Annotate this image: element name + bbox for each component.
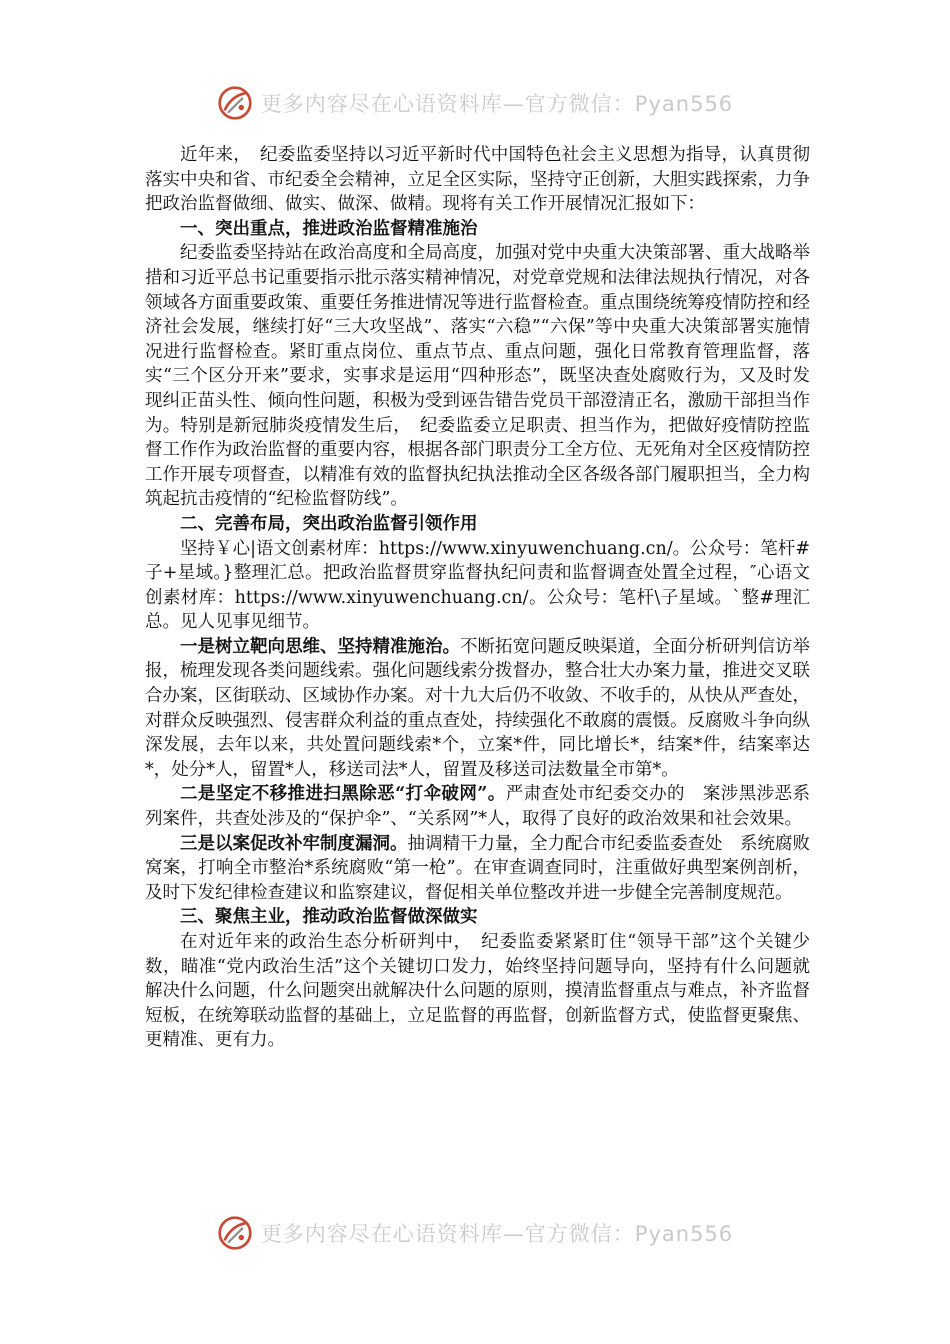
item-2-paragraph [145,782,810,831]
item-1-lead: 一是树立靶向思维、坚持精准施治。 [180,636,460,657]
item-3-body: 抽调精干力量，全力配合市纪委监委查处 系统腐败窝案，打响全市整治*系统腐败“第一枪”。在审查调查同时，注重做好典型案例剖析，及时下发纪律检查建议和监察建议，督促相关单位整改并进一步健全完善制度规范。 [145,833,810,903]
section-3-paragraph: 在对近年来的政治生态分析研判中， 纪委监委紧紧盯住“领导干部”这个关键少数，瞄准“党内政治生活”这个关键切口发力，始终坚持问题导向，坚持有什么问题就解决什么问题，什么问题突出就解决什么问题的原则，摸清监督重点与难点，补齐监督短板，在统筹联动监督的基础上，立足监督的再监督，创新监督方式，使监督更聚焦、更精准、更有力。 [145,932,810,1051]
banner-text: 更多内容尽在心语资料库—官方微信：Pyan556 [260,1222,734,1246]
intro-paragraph: 近年来， 纪委监委坚持以习近平新时代中国特色社会主义思想为指导，认真贯彻落实中央和省、市纪委全会精神，立足全区实际，坚持守正创新，大胆实践探索，力争把政治监督做细、做实、做深、做精。现将有关工作开展情况汇报如下： [145,145,810,215]
item-2-body: 严肃查处市纪委交办的 案涉黑涉恶系列案件，共查处涉及的“保护伞”、“关系网”*人，取得了良好的政治效果和社会效果。 [145,784,810,830]
brand-logo-icon [217,1215,253,1251]
footer-banner [0,1210,950,1256]
banner-text: 更多内容尽在心语资料库—官方微信：Pyan556 [260,92,734,116]
item-3-lead: 三是以案促改补牢制度漏洞。 [180,833,408,854]
section-2-paragraph: 坚持￥心|语文创素材库：https://www.xinyuwenchuang.cn/。公众号：笔杆#子+星域。}整理汇总。把政治监督贯穿监督执纪问责和监督调查处置全过程，″心语文创素材库：https://www.xinyuwenchuang.cn/。公众号：笔杆\子星域。`整#理汇总。见人见事见细节。 [145,538,810,633]
item-1-body: 不断拓宽问题反映渠道，全面分析研判信访举报，梳理发现各类问题线索。强化问题线索分拨督办，整合壮大办案力量，推进交叉联合办案，区街联动、区域协作办案。对十九大后仍不收敛、不收手的，从快从严查处，对群众反映强烈、侵害群众利益的重点查处，持续强化不敢腐的震慑。反腐败斗争向纵深发展，去年以来，共处置问题线索*个，立案*件，同比增长*，结案*件，结案率达*，处分*人，留置*人，移送司法*人，留置及移送司法数量全市第*。 [145,636,810,780]
document-body [145,143,810,1053]
item-2-lead: 二是坚定不移推进扫黑除恶“打伞破网”。 [180,784,506,805]
header-banner [0,80,950,126]
section-2-heading: 二、完善布局，突出政治监督引领作用 [180,513,478,534]
section-3-heading: 三、聚焦主业，推动政治监督做深做实 [180,907,478,928]
item-3-paragraph [145,832,810,906]
section-1-paragraph: 纪委监委坚持站在政治高度和全局高度，加强对党中央重大决策部署、重大战略举措和习近平总书记重要指示批示落实精神情况，对党章党规和法律法规执行情况，对各领域各方面重要政策、重要任务推进情况等进行监督检查。重点围绕统筹疫情防控和经济社会发展，继续打好“三大攻坚战”、落实“六稳”“六保”等中央重大决策部署实施情况进行监督检查。紧盯重点岗位、重点节点、重点问题，强化日常教育管理监督，落实“三个区分开来”要求，实事求是运用“四种形态”，既坚决查处腐败行为，又及时发现纠正苗头性、倾向性问题，积极为受到诬告错告党员干部澄清正名，激励干部担当作为。特别是新冠肺炎疫情发生后， 纪委监委立足职责、担当作为，把做好疫情防控监督工作作为政治监督的重要内容，根据各部门职责分工全方位、无死角对全区疫情防控工作开展专项督查，以精准有效的监督执纪执法推动全区各级各部门履职担当，全力构筑起抗击疫情的“纪检监督防线”。 [145,243,810,510]
brand-logo-icon [217,85,253,121]
section-1-heading: 一、突出重点，推进政治监督精准施治 [180,218,478,239]
item-1-paragraph [145,635,810,783]
